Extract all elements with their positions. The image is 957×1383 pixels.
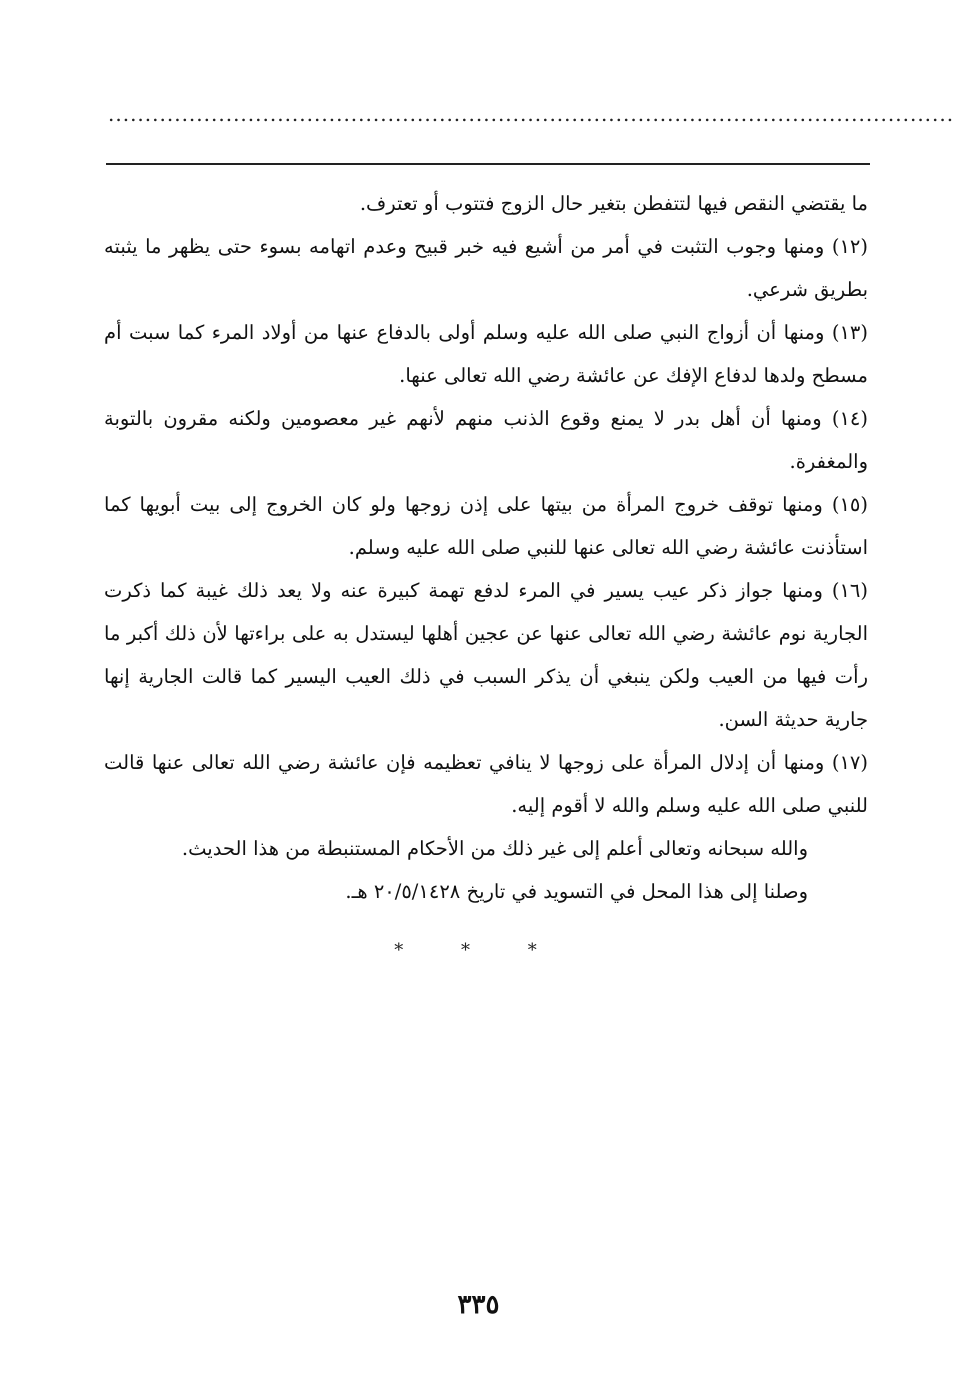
- page-number: ٣٣٥: [457, 1290, 500, 1320]
- paragraph-12: (١٢) ومنها وجوب التثبت في أمر من أشيع فيه خبر قبيح وعدم اتهامه بسوء حتى يظهر ما يثبته بطريق شرعي.: [104, 235, 868, 301]
- paragraph-continuation: ما يقتضي النقص فيها لتتفطن بتغير حال الزوج فتتوب أو تعترف.: [359, 192, 868, 215]
- dotted-separator: ...................................................................................................................: [108, 102, 955, 126]
- horizontal-rule: [106, 163, 870, 165]
- page-body: [104, 182, 868, 913]
- paragraph-17: (١٧) ومنها أن إدلال المرأة على زوجها لا ينافي تعظيمه فإن عائشة رضي الله تعالى عنها قالت للنبي صلى الله عليه وسلم والله لا أقوم إليه.: [104, 751, 868, 817]
- paragraph-16: (١٦) ومنها جواز ذكر عيب يسير في المرء لدفع تهمة كبيرة عنه ولا يعد ذلك غيبة كما ذكرت الجارية نوم عائشة رضي الله تعالى عنها عن عجين أهلها ليستدل به على براءتها لأن ذلك أكبر ما رأت فيها من العيب ولكن ينبغي أن يذكر السبب في ذلك العيب اليسير كما قالت الجارية إنها جارية حديثة السن.: [104, 579, 868, 731]
- closing-remark: والله سبحانه وتعالى أعلم إلى غير ذلك من الأحكام المستنبطة من هذا الحديث.: [181, 837, 808, 860]
- paragraph-13: (١٣) ومنها أن أزواج النبي صلى الله عليه وسلم أولى بالدفاع عنها من أولاد المرء كما سبت أم مسطح ولدها لدفاع الإفك عن عائشة رضي الله تعالى عنها.: [104, 321, 868, 387]
- section-ornament: * * *: [394, 940, 563, 961]
- paragraph-15: (١٥) ومنها توقف خروج المرأة من بيتها على إذن زوجها ولو كان الخروج إلى بيت أبويها كما استأذنت عائشة رضي الله تعالى عنها للنبي صلى الله عليه وسلم.: [104, 493, 868, 559]
- paragraph-14: (١٤) ومنها أن أهل بدر لا يمنع وقوع الذنب منهم لأنهم غير معصومين ولكنه مقرون بالتوبة والمغفرة.: [104, 407, 868, 473]
- completion-date-note: وصلنا إلى هذا المحل في التسويد في تاريخ ٢٠/٥/١٤٢٨ هـ.: [345, 880, 808, 903]
